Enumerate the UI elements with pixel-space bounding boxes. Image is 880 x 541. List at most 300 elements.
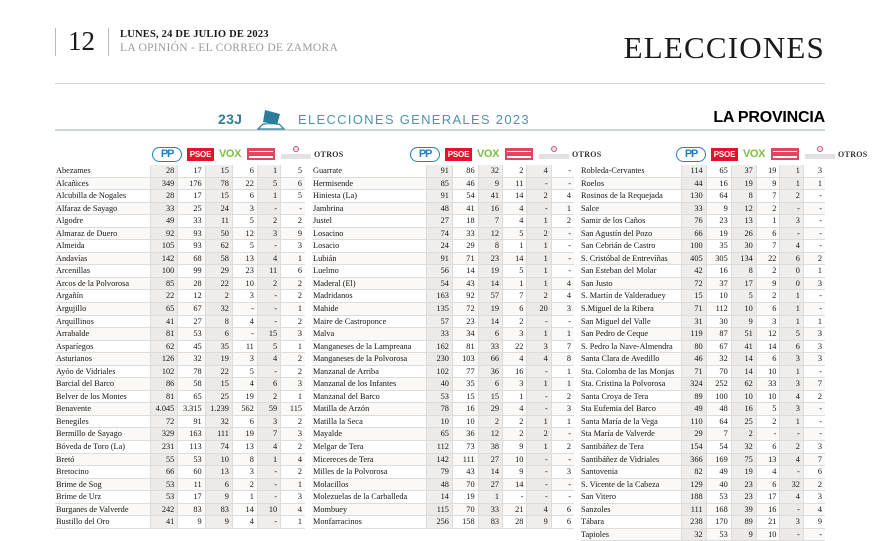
votes-vox: 6: [478, 328, 502, 341]
party-logo-psoe: PSOE: [445, 148, 472, 161]
votes-otros: 9: [803, 516, 825, 529]
votes-sumar: 2: [232, 478, 257, 491]
votes-psoe: 16: [706, 265, 731, 278]
votes-pp: 72: [151, 415, 178, 428]
votes-psoe: 54: [452, 190, 478, 203]
votes-vox: 41: [731, 340, 756, 353]
municipality-name: Sta. Cristina la Polvorosa: [580, 378, 681, 391]
votes-pp: 29: [681, 428, 706, 441]
table-row: [312, 365, 574, 378]
votes-vox: 75: [731, 453, 756, 466]
votes-podemos: 1: [780, 303, 804, 316]
votes-pp: 91: [427, 165, 453, 177]
votes-pp: 41: [151, 516, 178, 529]
party-logo-otros: OTROS: [572, 149, 602, 159]
table-row: [312, 466, 574, 479]
votes-pp: 85: [427, 177, 453, 190]
votes-vox: 14: [478, 315, 502, 328]
municipality-name: Mombuey: [312, 503, 427, 516]
votes-psoe: 49: [706, 466, 731, 479]
votes-vox: 9: [205, 516, 232, 529]
votes-vox: 27: [478, 478, 502, 491]
votes-otros: 5: [281, 190, 305, 203]
votes-sumar: 5: [503, 265, 527, 278]
votes-otros: 3: [803, 441, 825, 454]
votes-podemos: -: [257, 491, 280, 504]
publication-date: LUNES, 24 DE JULIO DE 2023: [120, 29, 269, 40]
votes-psoe: 64: [706, 190, 731, 203]
votes-sumar: 17: [756, 491, 780, 504]
votes-podemos: 4: [780, 453, 804, 466]
table-row: [312, 290, 574, 303]
votes-sumar: 1: [232, 491, 257, 504]
votes-otros: 2: [803, 252, 825, 265]
votes-psoe: 99: [178, 265, 205, 278]
table-row: [55, 165, 305, 177]
municipality-name: Alfaraz de Sayago: [55, 202, 151, 215]
votes-podemos: -: [257, 290, 280, 303]
votes-pp: 112: [427, 441, 453, 454]
banner-rule: [55, 129, 825, 131]
votes-otros: -: [803, 215, 825, 228]
votes-pp: 32: [681, 528, 706, 541]
table-row: [55, 365, 305, 378]
votes-otros: -: [803, 428, 825, 441]
votes-psoe: 34: [452, 328, 478, 341]
table-row: [312, 277, 574, 290]
votes-sumar: 6: [756, 478, 780, 491]
votes-psoe: 53: [706, 491, 731, 504]
votes-pp: 163: [427, 290, 453, 303]
votes-pp: 85: [151, 277, 178, 290]
votes-podemos: 9: [527, 516, 551, 529]
votes-podemos: 2: [780, 190, 804, 203]
votes-otros: -: [803, 240, 825, 253]
votes-psoe: 252: [706, 378, 731, 391]
votes-sumar: 14: [503, 478, 527, 491]
municipality-name: San Vitero: [580, 491, 681, 504]
party-logo-vox: VOX: [219, 148, 242, 160]
votes-psoe: 100: [706, 390, 731, 403]
votes-otros: -: [551, 165, 574, 177]
votes-otros: 1: [281, 478, 305, 491]
votes-podemos: 7: [257, 428, 280, 441]
party-logo-podemos: [539, 146, 569, 162]
votes-pp: 405: [681, 252, 706, 265]
municipality-name: Bermillo de Sayago: [55, 428, 151, 441]
municipality-name: Tábara: [580, 516, 681, 529]
page-number: 12: [68, 26, 95, 57]
votes-psoe: 176: [178, 177, 205, 190]
table-row: [580, 403, 825, 416]
votes-vox: 6: [205, 478, 232, 491]
votes-pp: 102: [151, 365, 178, 378]
votes-pp: 4.045: [151, 403, 178, 416]
votes-podemos: -: [257, 303, 280, 316]
table-row: [312, 215, 574, 228]
table-row: [55, 290, 305, 303]
votes-vox: 29: [205, 265, 232, 278]
votes-vox: 9: [731, 528, 756, 541]
votes-otros: -: [803, 227, 825, 240]
table-row: [55, 252, 305, 265]
votes-pp: 57: [427, 315, 453, 328]
votes-podemos: 6: [257, 378, 280, 391]
election-banner: [55, 108, 825, 134]
votes-podemos: 2: [780, 441, 804, 454]
votes-sumar: 1: [503, 240, 527, 253]
votes-pp: 91: [427, 252, 453, 265]
votes-vox: 83: [205, 503, 232, 516]
votes-otros: 3: [551, 403, 574, 416]
municipality-name: Benavente: [55, 403, 151, 416]
votes-sumar: 6: [503, 303, 527, 316]
votes-sumar: 10: [756, 390, 780, 403]
votes-podemos: 4: [780, 491, 804, 504]
votes-sumar: 2: [503, 428, 527, 441]
votes-pp: 231: [151, 441, 178, 454]
votes-sumar: 9: [756, 177, 780, 190]
votes-pp: 256: [427, 516, 453, 529]
table-row: [55, 466, 305, 479]
municipality-name: Sanzoles: [580, 503, 681, 516]
header-divider: [55, 83, 825, 84]
votes-pp: 53: [151, 478, 178, 491]
votes-pp: 366: [681, 453, 706, 466]
votes-sumar: 11: [232, 340, 257, 353]
votes-psoe: 305: [706, 252, 731, 265]
table-row: [312, 328, 574, 341]
votes-psoe: 9: [706, 202, 731, 215]
votes-otros: 4: [281, 453, 305, 466]
municipality-name: Robleda-Cervantes: [580, 165, 681, 177]
votes-pp: 100: [151, 265, 178, 278]
municipality-name: Samir de los Caños: [580, 215, 681, 228]
municipality-name: Luelmo: [312, 265, 427, 278]
votes-otros: 3: [803, 340, 825, 353]
votes-psoe: 73: [452, 441, 478, 454]
votes-otros: 7: [551, 340, 574, 353]
votes-vox: 2: [205, 290, 232, 303]
votes-podemos: -: [780, 428, 804, 441]
table-row: [580, 441, 825, 454]
votes-podemos: -: [527, 478, 551, 491]
votes-sumar: 2: [756, 415, 780, 428]
votes-sumar: 22: [503, 340, 527, 353]
votes-otros: 2: [281, 415, 305, 428]
votes-otros: 3: [803, 165, 825, 177]
votes-vox: 22: [205, 365, 232, 378]
votes-otros: -: [551, 252, 574, 265]
votes-otros: 4: [551, 277, 574, 290]
table-row: [312, 428, 574, 441]
municipality-name: Santibáñez de Tera: [580, 441, 681, 454]
votes-otros: -: [551, 265, 574, 278]
municipality-name: Sta Eufemia del Barco: [580, 403, 681, 416]
votes-sumar: 6: [756, 353, 780, 366]
votes-sumar: 7: [756, 190, 780, 203]
municipality-name: Maire de Castroponce: [312, 315, 427, 328]
votes-podemos: 3: [527, 340, 551, 353]
votes-pp: 110: [681, 415, 706, 428]
votes-sumar: 3: [232, 202, 257, 215]
supplement-title: LA PROVINCIA: [713, 109, 825, 126]
table-row: [55, 403, 305, 416]
votes-sumar: 9: [503, 466, 527, 479]
votes-psoe: 170: [706, 516, 731, 529]
votes-otros: 2: [281, 441, 305, 454]
votes-pp: 66: [151, 466, 178, 479]
table-row: [580, 177, 825, 190]
votes-podemos: 1: [780, 165, 804, 177]
votes-vox: 14: [731, 365, 756, 378]
votes-psoe: 10: [706, 290, 731, 303]
votes-pp: 135: [427, 303, 453, 316]
votes-otros: 1: [281, 390, 305, 403]
votes-otros: -: [803, 365, 825, 378]
votes-otros: -: [803, 403, 825, 416]
table-row: [580, 453, 825, 466]
votes-sumar: 6: [756, 441, 780, 454]
votes-vox: 83: [478, 516, 502, 529]
votes-sumar: 22: [232, 177, 257, 190]
votes-otros: 2: [551, 441, 574, 454]
table-row: [580, 165, 825, 177]
municipality-name: Losacio: [312, 240, 427, 253]
votes-otros: 1: [803, 177, 825, 190]
municipality-name: Manzanal de Arriba: [312, 365, 427, 378]
votes-vox: 6: [205, 328, 232, 341]
municipality-name: Manganeses de la Polvorosa: [312, 353, 427, 366]
table-row: [312, 165, 574, 177]
votes-vox: 19: [731, 466, 756, 479]
votes-pp: 114: [681, 165, 706, 177]
votes-pp: 27: [427, 215, 453, 228]
votes-vox: 12: [731, 202, 756, 215]
votes-otros: 6: [551, 503, 574, 516]
votes-otros: -: [803, 290, 825, 303]
municipality-name: Brime de Sog: [55, 478, 151, 491]
table-row: [580, 315, 825, 328]
votes-sumar: 3: [756, 315, 780, 328]
table-row: [580, 365, 825, 378]
table-row: [55, 328, 305, 341]
votes-sumar: 14: [503, 190, 527, 203]
votes-pp: 89: [681, 390, 706, 403]
votes-psoe: 37: [706, 277, 731, 290]
votes-sumar: 5: [756, 403, 780, 416]
votes-vox: 14: [478, 277, 502, 290]
votes-psoe: 64: [706, 415, 731, 428]
votes-sumar: 1: [503, 277, 527, 290]
municipality-name: San Esteban del Molar: [580, 265, 681, 278]
votes-vox: 13: [205, 466, 232, 479]
votes-vox: 30: [731, 240, 756, 253]
votes-psoe: 46: [452, 177, 478, 190]
municipality-name: Molezuelas de la Carballeda: [312, 491, 427, 504]
votes-sumar: 2: [503, 165, 527, 177]
party-logo-sumar: [247, 148, 275, 160]
votes-psoe: 92: [452, 290, 478, 303]
votes-vox: 51: [731, 328, 756, 341]
votes-vox: 13: [731, 215, 756, 228]
party-legend-col1: [152, 144, 344, 164]
votes-vox: 6: [478, 378, 502, 391]
table-row: [580, 390, 825, 403]
votes-psoe: 32: [178, 353, 205, 366]
votes-podemos: -: [257, 478, 280, 491]
votes-otros: 2: [281, 466, 305, 479]
votes-pp: 80: [681, 340, 706, 353]
votes-vox: 8: [731, 265, 756, 278]
party-logo-pp: PP: [676, 147, 706, 162]
votes-sumar: 21: [756, 516, 780, 529]
votes-pp: 44: [681, 177, 706, 190]
votes-psoe: 91: [178, 415, 205, 428]
votes-pp: 33: [427, 328, 453, 341]
party-logo-otros: OTROS: [314, 149, 344, 159]
municipality-name: Arquillinos: [55, 315, 151, 328]
votes-psoe: 32: [706, 353, 731, 366]
table-row: [580, 252, 825, 265]
votes-vox: 39: [731, 503, 756, 516]
votes-sumar: 3: [232, 353, 257, 366]
votes-podemos: -: [527, 177, 551, 190]
votes-vox: 25: [731, 415, 756, 428]
votes-podemos: -: [780, 528, 804, 541]
votes-sumar: 7: [756, 240, 780, 253]
municipality-name: Arcos de la Polvorosa: [55, 277, 151, 290]
votes-psoe: 7: [706, 428, 731, 441]
party-logo-podemos: [281, 146, 311, 162]
votes-psoe: 70: [706, 365, 731, 378]
votes-vox: 89: [731, 516, 756, 529]
votes-sumar: 2: [756, 265, 780, 278]
votes-podemos: 2: [527, 290, 551, 303]
municipality-name: Monfarracinos: [312, 516, 427, 529]
municipality-name: Arcenillas: [55, 265, 151, 278]
votes-pp: 22: [151, 290, 178, 303]
table-row: [55, 215, 305, 228]
table-row: [312, 478, 574, 491]
votes-psoe: 86: [452, 165, 478, 177]
votes-pp: 46: [681, 353, 706, 366]
table-row: [55, 315, 305, 328]
votes-otros: 1: [281, 303, 305, 316]
votes-podemos: 11: [257, 265, 280, 278]
votes-podemos: -: [780, 227, 804, 240]
votes-psoe: 54: [706, 441, 731, 454]
votes-pp: 24: [427, 240, 453, 253]
votes-psoe: 17: [178, 190, 205, 203]
municipality-name: Sta. Colomba de las Monjas: [580, 365, 681, 378]
votes-sumar: 3: [503, 378, 527, 391]
municipality-name: Manganeses de la Lampreana: [312, 340, 427, 353]
votes-otros: 3: [281, 328, 305, 341]
votes-podemos: -: [527, 491, 551, 504]
votes-psoe: 45: [178, 340, 205, 353]
votes-psoe: 14: [452, 265, 478, 278]
votes-podemos: 1: [780, 315, 804, 328]
table-row: [312, 415, 574, 428]
table-row: [55, 516, 305, 529]
municipality-name: San Cebrián de Castro: [580, 240, 681, 253]
votes-podemos: 3: [780, 215, 804, 228]
votes-sumar: 16: [503, 365, 527, 378]
votes-vox: 8: [731, 190, 756, 203]
votes-psoe: 53: [178, 328, 205, 341]
votes-otros: 1: [551, 328, 574, 341]
votes-psoe: 78: [178, 365, 205, 378]
votes-otros: 1: [281, 340, 305, 353]
votes-psoe: 12: [178, 290, 205, 303]
municipality-name: Almeida: [55, 240, 151, 253]
results-table-col2: [312, 165, 574, 529]
votes-otros: -: [551, 315, 574, 328]
table-row: [55, 277, 305, 290]
votes-pp: 188: [681, 491, 706, 504]
municipality-name: Bustillo del Oro: [55, 516, 151, 529]
votes-psoe: 28: [178, 277, 205, 290]
votes-otros: 6: [281, 265, 305, 278]
votes-podemos: 1: [527, 277, 551, 290]
votes-vox: 23: [731, 478, 756, 491]
votes-psoe: 18: [452, 215, 478, 228]
party-logo-vox: VOX: [477, 148, 500, 160]
votes-podemos: 15: [257, 328, 280, 341]
party-logo-sumar: [771, 148, 799, 160]
votes-pp: 105: [151, 240, 178, 253]
municipality-name: Roelos: [580, 177, 681, 190]
votes-vox: 19: [478, 303, 502, 316]
votes-pp: 142: [427, 453, 453, 466]
masthead-divider-left: [55, 28, 56, 56]
votes-psoe: 68: [178, 252, 205, 265]
results-table-col1: [55, 165, 305, 529]
votes-pp: 74: [427, 227, 453, 240]
masthead: [55, 28, 338, 56]
votes-pp: 324: [681, 378, 706, 391]
table-row: [580, 328, 825, 341]
votes-podemos: 1: [527, 441, 551, 454]
municipality-name: Melgar de Tera: [312, 441, 427, 454]
party-logo-vox: VOX: [743, 148, 766, 160]
votes-sumar: 5: [232, 215, 257, 228]
municipality-name: Bretocino: [55, 466, 151, 479]
votes-psoe: 71: [452, 252, 478, 265]
votes-psoe: 11: [178, 478, 205, 491]
votes-psoe: 23: [452, 315, 478, 328]
masthead-text: [120, 28, 338, 56]
votes-pp: 28: [151, 190, 178, 203]
municipality-name: Tapioles: [580, 528, 681, 541]
table-row: [580, 202, 825, 215]
votes-otros: 3: [803, 353, 825, 366]
votes-vox: 66: [478, 353, 502, 366]
votes-otros: -: [803, 190, 825, 203]
votes-podemos: -: [257, 516, 280, 529]
votes-psoe: 16: [452, 403, 478, 416]
votes-sumar: 14: [756, 340, 780, 353]
votes-pp: 102: [427, 365, 453, 378]
party-logo-pp: PP: [410, 147, 440, 162]
votes-podemos: 1: [527, 415, 551, 428]
table-row: [55, 390, 305, 403]
votes-vox: 7: [478, 215, 502, 228]
municipality-name: Brime de Urz: [55, 491, 151, 504]
table-row: [580, 428, 825, 441]
votes-podemos: 1: [527, 378, 551, 391]
